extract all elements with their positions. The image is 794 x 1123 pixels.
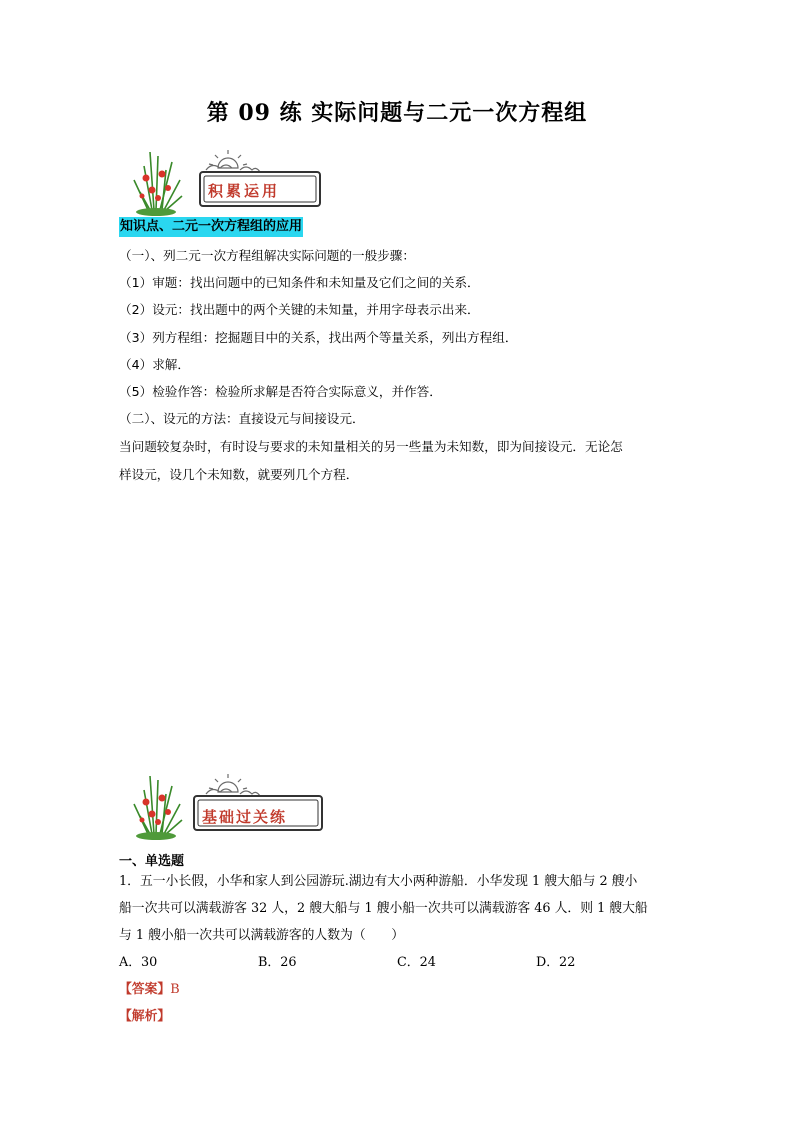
knowledge-line: （2）设元：找出题中的两个关键的未知量，并用字母表示出来． — [119, 302, 480, 317]
banner-basic-practice-label: 基础过关练 — [202, 808, 288, 826]
option-d: D．22 — [536, 955, 576, 970]
knowledge-line: （4）求解． — [119, 357, 190, 372]
page-title: 第 09 练 实际问题与二元一次方程组 — [206, 100, 588, 126]
option-b: B．26 — [258, 955, 297, 970]
section-heading: 一、单选题 — [119, 854, 185, 869]
option-c: C．24 — [397, 955, 436, 970]
knowledge-line: 样设元，设几个未知数，就要列几个方程． — [119, 467, 359, 482]
answer-line — [119, 980, 180, 1000]
banner-accumulate-label: 积累运用 — [208, 182, 281, 200]
question-line: 船一次共可以满载游客 32 人，2 艘大船与 1 艘小船一次共可以满载游客 46 人．则 1 艘大船 — [119, 901, 648, 916]
knowledge-line: （二）、设元的方法：直接设元与间接设元． — [119, 411, 365, 426]
knowledge-line: （1）审题：找出问题中的已知条件和未知量及它们之间的关系． — [119, 275, 480, 290]
answer-label: 【答案】 — [119, 982, 171, 997]
knowledge-line: （3）列方程组：挖掘题目中的关系，找出两个等量关系，列出方程组． — [119, 330, 518, 345]
banner-accumulate — [122, 146, 332, 218]
knowledge-heading: 知识点、二元一次方程组的应用 — [119, 217, 303, 237]
analysis-label: 【解析】 — [119, 1009, 171, 1024]
question-line: 1．五一小长假，小华和家人到公园游玩.湖边有大小两种游船．小华发现 1 艘大船与 2 艘小 — [119, 874, 638, 889]
knowledge-line: （5）检验作答：检验所求解是否符合实际意义，并作答． — [119, 384, 442, 399]
question-line: 与 1 艘小船一次共可以满载游客的人数为（ ） — [119, 928, 405, 943]
option-a: A．30 — [119, 955, 158, 970]
banner-basic-practice — [122, 770, 332, 842]
knowledge-line: （一）、列二元一次方程组解决实际问题的一般步骤： — [119, 248, 415, 263]
answer-value: B — [170, 982, 180, 997]
knowledge-line: 当问题较复杂时，有时设与要求的未知量相关的另一些量为未知数，即为间接设元．无论怎 — [119, 439, 623, 454]
